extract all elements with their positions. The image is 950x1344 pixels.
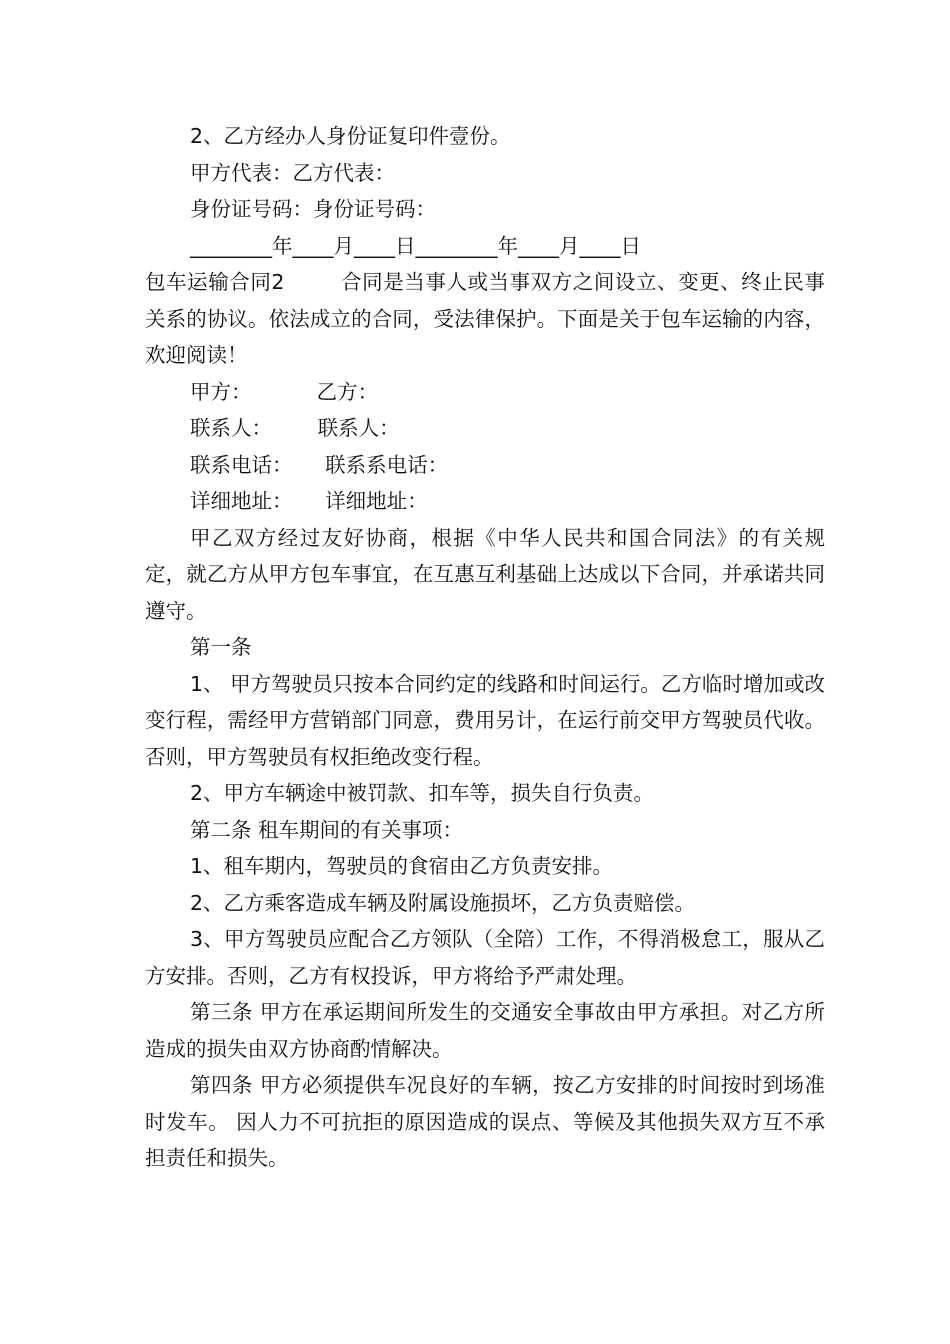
paragraph-addresses: 详细地址： 详细地址：	[190, 489, 428, 513]
paragraph-parties: 甲方： 乙方：	[190, 379, 379, 404]
article-one-clause-1: 1、 甲方驾驶员只按本合同约定的线路和时间运行。乙方临时增加或改变行程，需经甲方营销部门同意，费用另计，在运行前交甲方驾驶员代收。否则，甲方驾驶员有权拒绝改变行程。	[145, 671, 825, 769]
paragraph-representatives: 甲方代表：乙方代表：	[190, 160, 395, 185]
article-two-clause-3: 3、甲方驾驶员应配合乙方领队（全陪）工作，不得消极怠工，服从乙方安排。否则，乙方有权投诉，甲方将给予严肃处理。	[145, 927, 825, 988]
article-two-clause-2: 2、乙方乘客造成车辆及附属设施损坏，乙方负责赔偿。	[190, 890, 696, 915]
paragraph-id-numbers: 身份证号码：身份证号码：	[190, 197, 436, 221]
article-two-heading: 第二条 租车期间的有关事项：	[190, 817, 464, 842]
paragraph-id-copy: 2、乙方经办人身份证复印件壹份。	[190, 124, 511, 148]
paragraph-date-lines: ________年____月____日________年____月____日	[190, 233, 641, 258]
paragraph-phones: 联系电话： 联系系电话：	[190, 452, 449, 477]
document-body	[145, 118, 825, 1177]
article-four: 第四条 甲方必须提供车况良好的车辆，按乙方安排的时间按时到场准时发车。 因人力不可抗拒的原因造成的误点、等候及其他损失双方互不承担责任和损失。	[145, 1073, 825, 1170]
article-three: 第三条 甲方在承运期间所发生的交通安全事故由甲方承担。对乙方所造成的损失由双方协商酌情解决。	[145, 1000, 825, 1061]
paragraph-agreement-preamble: 甲乙双方经过友好协商，根据《中华人民共和国合同法》的有关规定，就乙方从甲方包车事宜，在互惠互利基础上达成以下合同，并承诺共同遵守。	[145, 525, 825, 623]
paragraph-contacts: 联系人： 联系人：	[190, 416, 400, 440]
article-one-heading: 第一条	[190, 635, 252, 659]
paragraph-contract-title-intro: 包车运输合同2 合同是当事人或当事双方之间设立、变更、终止民事关系的协议。依法成立的合同，受法律保护。下面是关于包车运输的内容，欢迎阅读！	[145, 270, 825, 367]
article-two-clause-1: 1、租车期内，驾驶员的食宿由乙方负责安排。	[190, 854, 614, 878]
article-one-clause-2: 2、甲方车辆途中被罚款、扣车等，损失自行负责。	[190, 781, 655, 805]
